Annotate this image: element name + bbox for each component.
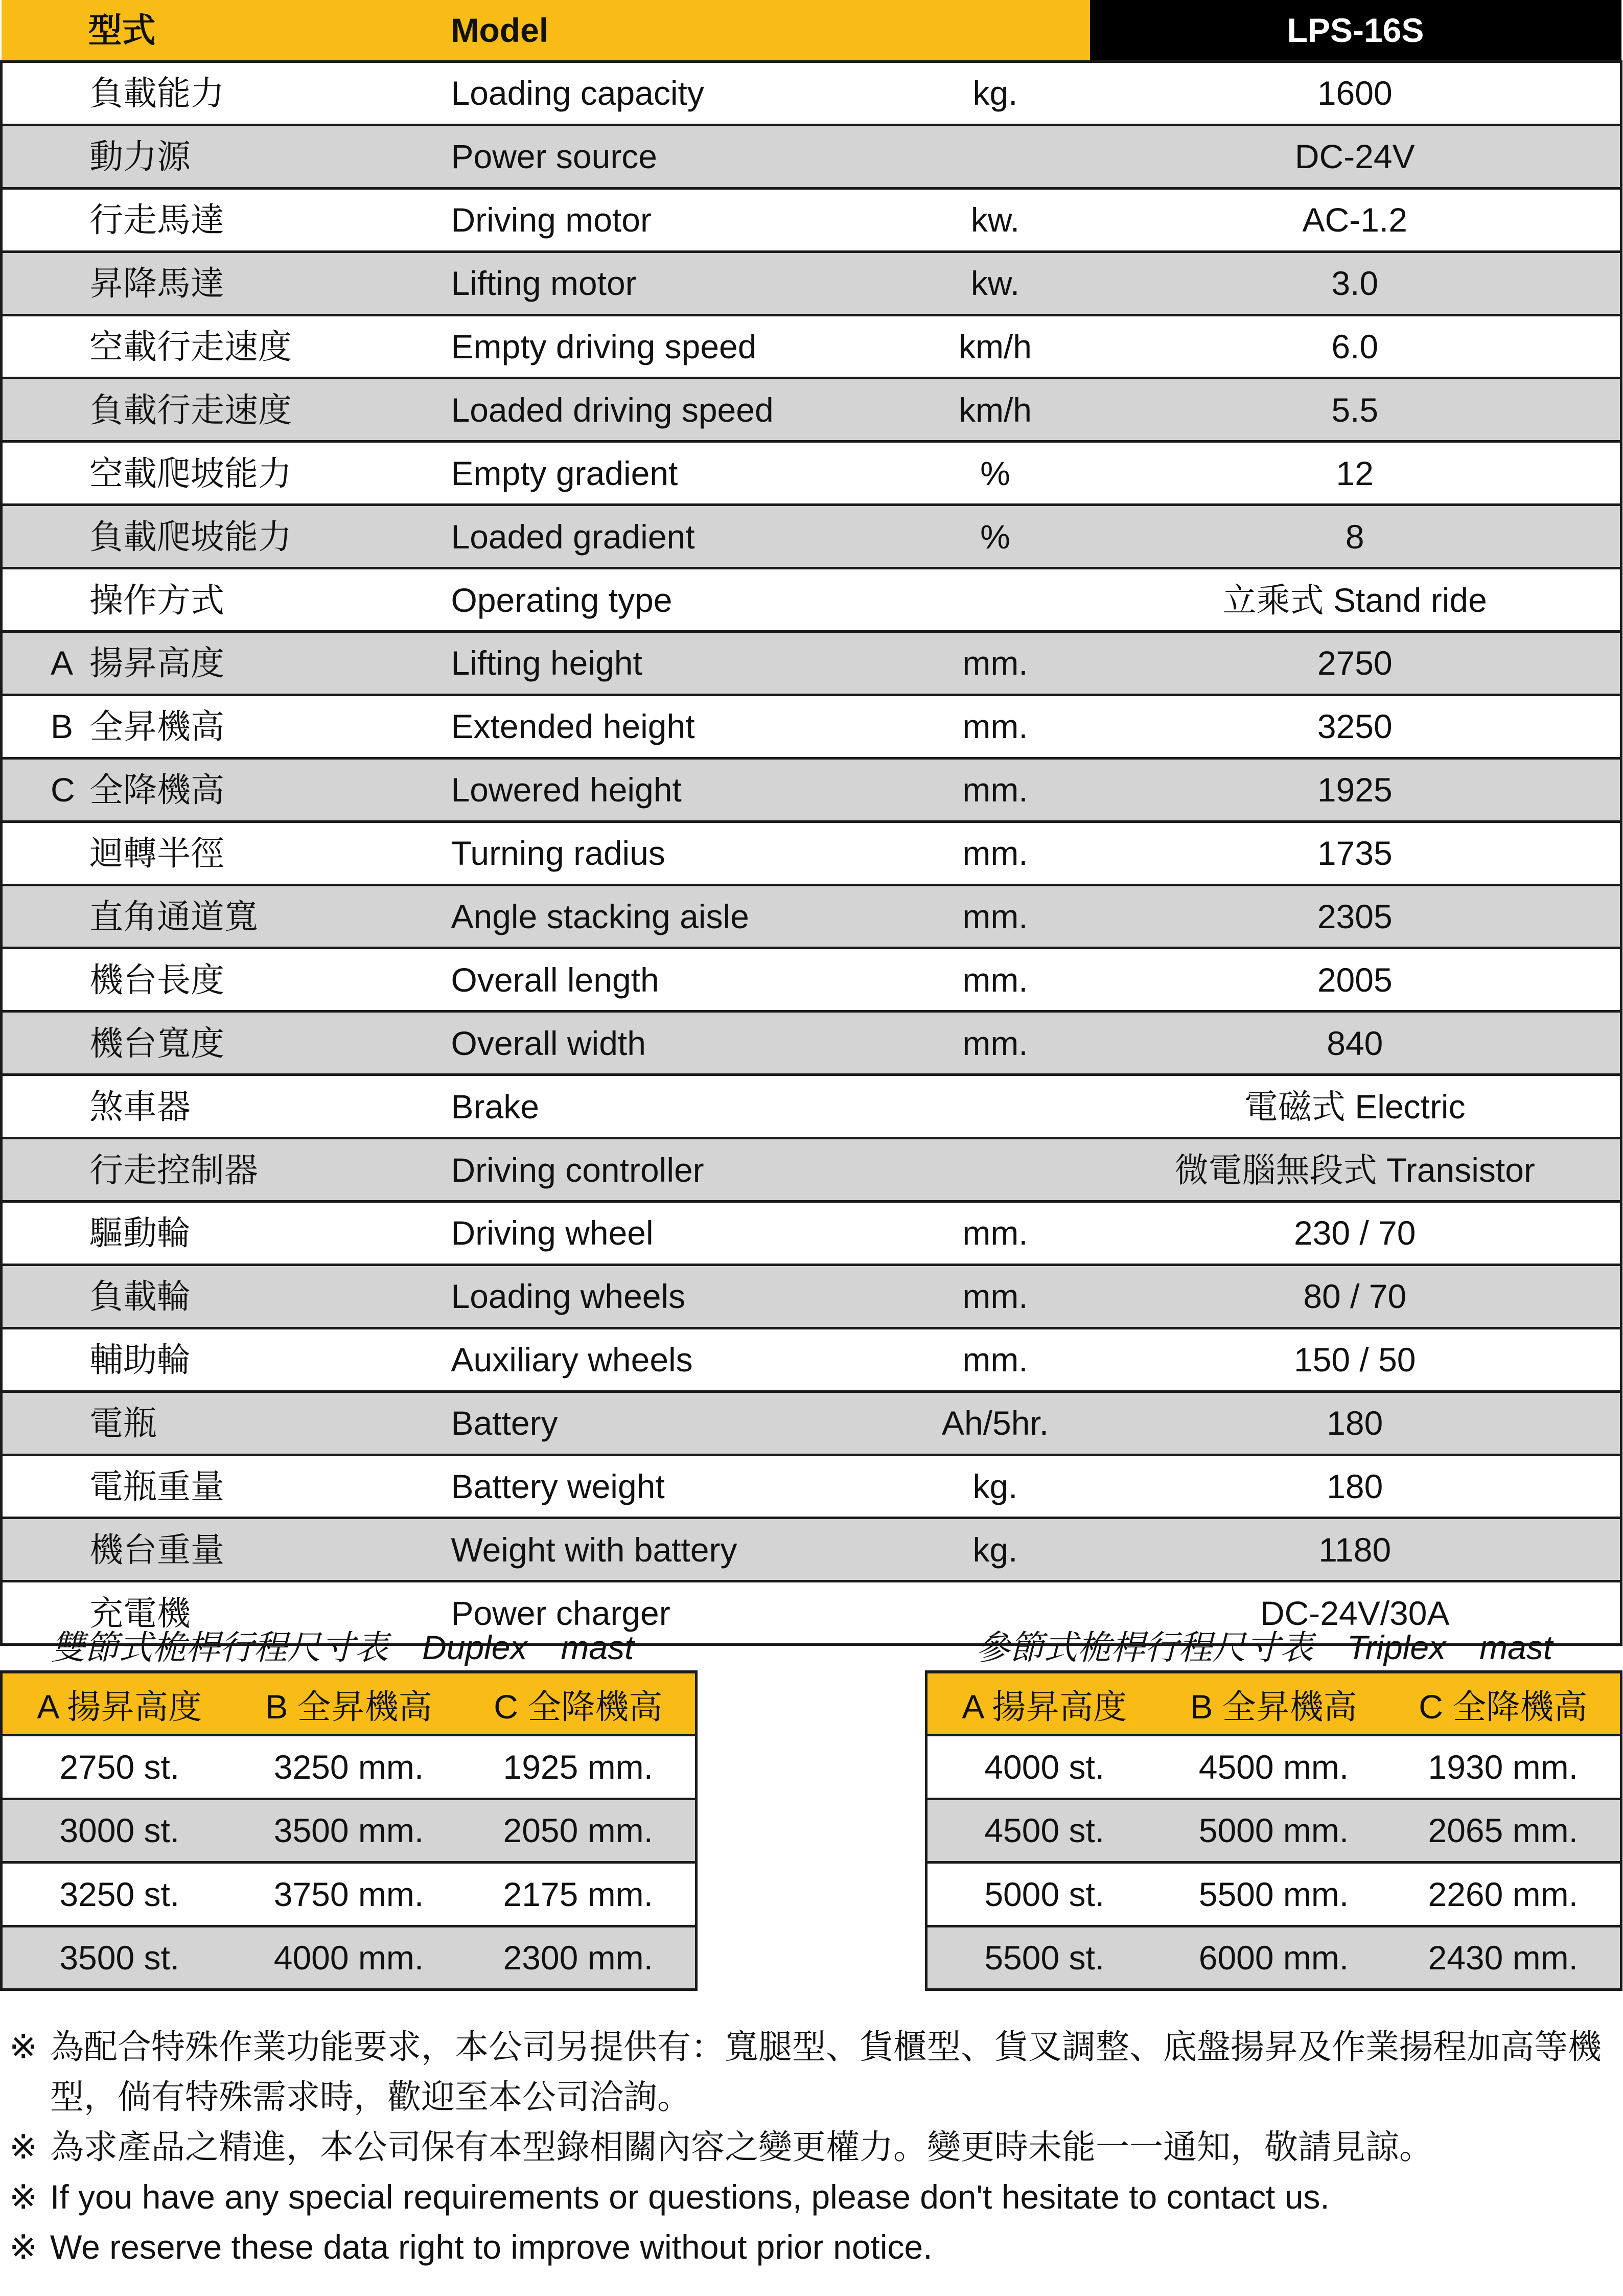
spec-label-en: Empty gradient (451, 442, 901, 505)
spec-label-zh (2, 1012, 451, 1075)
mast-cell: 2750 st. (2, 1735, 237, 1799)
spec-label-en: Extended height (451, 695, 901, 758)
mast-cell: 5000 mm. (1162, 1799, 1386, 1863)
spec-label-zh (2, 1075, 451, 1138)
note-item (9, 2122, 1619, 2172)
spec-label-zh-text: 操作方式 (89, 581, 224, 619)
mast-cell: 3500 st. (2, 1926, 237, 1990)
spec-label-en: Loading capacity (451, 62, 901, 125)
spec-label-zh (2, 1265, 451, 1328)
spec-value: 2005 (1090, 948, 1621, 1012)
spec-value: 2750 (1090, 632, 1621, 695)
spec-row (2, 62, 1621, 125)
spec-label-zh (2, 251, 451, 315)
duplex-row (2, 1799, 697, 1863)
spec-value: 1180 (1090, 1518, 1621, 1581)
spec-label-zh (2, 505, 451, 568)
model-name: LPS-16S (1090, 0, 1621, 62)
spec-label-zh-text: 電瓶重量 (89, 1467, 224, 1506)
spec-label-zh-text: 負載輪 (89, 1277, 191, 1316)
spec-label-zh (2, 1455, 451, 1518)
spec-label-zh (2, 315, 451, 378)
note-item (9, 2222, 1619, 2272)
spec-label-zh-text: 輔助輪 (89, 1341, 191, 1379)
spec-unit (901, 1138, 1090, 1202)
reference-mark: ※ (9, 2178, 38, 2216)
mast-cell: 2430 mm. (1386, 1926, 1621, 1990)
duplex-header-row (2, 1672, 697, 1735)
spec-label-zh-text: 全昇機高 (89, 707, 224, 746)
spec-label-zh-text: 空載爬坡能力 (89, 454, 292, 492)
spec-row (2, 1455, 1621, 1518)
spec-label-en: Angle stacking aisle (451, 885, 901, 948)
spec-value: 3250 (1090, 695, 1621, 758)
mast-cell: 4500 st. (926, 1799, 1162, 1863)
spec-label-zh (2, 1518, 451, 1581)
spec-label-zh-text: 直角通道寬 (89, 898, 258, 936)
note-text: 為求產品之精進，本公司保有本型錄相關內容之變更權力。變更時未能一一通知，敬請見諒。 (50, 2128, 1433, 2166)
spec-unit: mm. (901, 885, 1090, 948)
mast-cell: 4000 st. (926, 1735, 1162, 1799)
mast-header-cell: A 揚昇高度 (2, 1672, 237, 1735)
mast-header-cell: B 全昇機高 (237, 1672, 461, 1735)
spec-unit (901, 125, 1090, 188)
mast-cell: 2260 mm. (1386, 1863, 1621, 1926)
spec-row (2, 948, 1621, 1012)
spec-row (2, 758, 1621, 821)
spec-unit: mm. (901, 632, 1090, 695)
mast-cell: 6000 mm. (1162, 1926, 1386, 1990)
spec-unit: mm. (901, 821, 1090, 885)
spec-label-en: Loaded gradient (451, 505, 901, 568)
spec-unit: mm. (901, 1328, 1090, 1391)
spec-label-en: Lifting height (451, 632, 901, 695)
spec-label-zh-text: 負載能力 (89, 74, 224, 112)
spec-row (2, 1391, 1621, 1455)
spec-value: AC-1.2 (1090, 188, 1621, 251)
spec-row (2, 251, 1621, 315)
triplex-row (926, 1863, 1621, 1926)
spec-label-zh-text: 行走控制器 (89, 1151, 258, 1189)
spec-unit: kw. (901, 188, 1090, 251)
spec-row (2, 125, 1621, 188)
spec-row (2, 378, 1621, 442)
triplex-mast-table (925, 1670, 1622, 1991)
mast-cell: 2065 mm. (1386, 1799, 1621, 1863)
triplex-row (926, 1799, 1621, 1863)
spec-row (2, 1202, 1621, 1265)
mast-cell: 3000 st. (2, 1799, 237, 1863)
spec-label-zh-text: 充電機 (89, 1594, 191, 1632)
spec-value: 1925 (1090, 758, 1621, 821)
spec-label-en: Battery weight (451, 1455, 901, 1518)
spec-label-zh (2, 1391, 451, 1455)
note-item (9, 2022, 1619, 2122)
duplex-row (2, 1863, 697, 1926)
spec-row (2, 188, 1621, 251)
spec-label-zh-text: 驅動輪 (89, 1214, 191, 1252)
spec-row (2, 568, 1621, 632)
spec-label-en: Brake (451, 1075, 901, 1138)
reference-mark: ※ (9, 2128, 38, 2166)
note-text: 為配合特殊作業功能要求，本公司另提供有：寬腿型、貨櫃型、貨叉調整、底盤揚昇及作業揚程加高等機型，倘有特殊需求時，歡迎至本公司洽詢。 (50, 2028, 1602, 2116)
spec-label-en: Power source (451, 125, 901, 188)
spec-label-en: Turning radius (451, 821, 901, 885)
spec-label-en: Driving wheel (451, 1202, 901, 1265)
spec-label-en: Empty driving speed (451, 315, 901, 378)
spec-label-zh-text: 全降機高 (89, 771, 224, 809)
mast-cell: 2300 mm. (461, 1926, 697, 1990)
spec-label-zh (2, 1202, 451, 1265)
spec-unit (901, 568, 1090, 632)
mast-cell: 5500 st. (926, 1926, 1162, 1990)
spec-label-zh (2, 1328, 451, 1391)
spec-label-en: Battery (451, 1391, 901, 1455)
header-unit (901, 0, 1090, 62)
spec-row (2, 315, 1621, 378)
spec-value: 5.5 (1090, 378, 1621, 442)
mast-cell: 2175 mm. (461, 1863, 697, 1926)
duplex-row (2, 1926, 697, 1990)
mast-cell: 2050 mm. (461, 1799, 697, 1863)
spec-value: 微電腦無段式 Transistor (1090, 1138, 1621, 1202)
spec-label-zh-text: 機台寬度 (89, 1024, 224, 1062)
spec-value: DC-24V (1090, 125, 1621, 188)
spec-value: 1735 (1090, 821, 1621, 885)
spec-unit: kg. (901, 62, 1090, 125)
spec-row (2, 1265, 1621, 1328)
spec-row (2, 505, 1621, 568)
spec-label-en: Overall width (451, 1012, 901, 1075)
spec-value: 80 / 70 (1090, 1265, 1621, 1328)
triplex-row (926, 1735, 1621, 1799)
spec-value: 180 (1090, 1391, 1621, 1455)
triplex-row (926, 1926, 1621, 1990)
mast-cell: 3250 mm. (237, 1735, 461, 1799)
spec-label-en: Operating type (451, 568, 901, 632)
note-text: If you have any special requirements or questions, please don't hesitate to contact us. (50, 2178, 1330, 2216)
mast-header-cell: B 全昇機高 (1162, 1672, 1386, 1735)
spec-label-en: Weight with battery (451, 1518, 901, 1581)
mast-header-cell: C 全降機高 (461, 1672, 697, 1735)
spec-label-en: Overall length (451, 948, 901, 1012)
duplex-row (2, 1735, 697, 1799)
reference-mark: ※ (9, 2228, 38, 2266)
spec-label-zh: B 全昇機高 (2, 695, 451, 758)
spec-label-zh-text: 昇降馬達 (89, 264, 224, 303)
spec-label-zh-text: 負載行走速度 (89, 391, 292, 429)
spec-row (2, 885, 1621, 948)
spec-value: 150 / 50 (1090, 1328, 1621, 1391)
triplex-title: 參節式桅桿行程尺寸表 Triplex mast (976, 1628, 1553, 1666)
spec-label-zh: C 全降機高 (2, 758, 451, 821)
spec-label-en: Auxiliary wheels (451, 1328, 901, 1391)
spec-unit: mm. (901, 1202, 1090, 1265)
spec-unit: kg. (901, 1518, 1090, 1581)
mast-cell: 3750 mm. (237, 1863, 461, 1926)
spec-unit: mm. (901, 758, 1090, 821)
duplex-title: 雙節式桅桿行程尺寸表 Duplex mast (51, 1628, 634, 1666)
spec-value: 電磁式 Electric (1090, 1075, 1621, 1138)
spec-label-en: Driving controller (451, 1138, 901, 1202)
spec-label-zh (2, 948, 451, 1012)
mast-cell: 4500 mm. (1162, 1735, 1386, 1799)
notes (9, 2022, 1619, 2272)
spec-label-en: Power charger (451, 1581, 901, 1645)
spec-label-en: Loading wheels (451, 1265, 901, 1328)
spec-label-zh (2, 125, 451, 188)
spec-value: 12 (1090, 442, 1621, 505)
spec-label-zh-text: 煞車器 (89, 1087, 191, 1126)
triplex-header-row (926, 1672, 1621, 1735)
note-item (9, 2172, 1619, 2222)
header-en: Model (451, 0, 901, 62)
spec-label-zh-text: 電瓶 (89, 1404, 157, 1442)
spec-value: 8 (1090, 505, 1621, 568)
spec-label-zh-text: 機台重量 (89, 1530, 224, 1569)
spec-row (2, 1138, 1621, 1202)
spec-label-zh (2, 821, 451, 885)
spec-value: 230 / 70 (1090, 1202, 1621, 1265)
spec-unit: mm. (901, 1012, 1090, 1075)
duplex-mast-table (0, 1670, 698, 1991)
spec-value: 840 (1090, 1012, 1621, 1075)
mast-cell: 1930 mm. (1386, 1735, 1621, 1799)
spec-unit: mm. (901, 1265, 1090, 1328)
mast-cell: 1925 mm. (461, 1735, 697, 1799)
spec-label-en: Lifting motor (451, 251, 901, 315)
spec-unit: Ah/5hr. (901, 1391, 1090, 1455)
spec-label-zh-text: 動力源 (89, 137, 191, 176)
mast-cell: 4000 mm. (237, 1926, 461, 1990)
spec-row (2, 1518, 1621, 1581)
spec-unit: % (901, 442, 1090, 505)
mast-cell: 5500 mm. (1162, 1863, 1386, 1926)
header-zh: 型式 (2, 0, 451, 62)
spec-label-en: Driving motor (451, 188, 901, 251)
spec-label-en: Loaded driving speed (451, 378, 901, 442)
spec-value: 立乘式 Stand ride (1090, 568, 1621, 632)
spec-value: 1600 (1090, 62, 1621, 125)
mast-cell: 3250 st. (2, 1863, 237, 1926)
spec-value: DC-24V/30A (1090, 1581, 1621, 1645)
spec-label-en: Lowered height (451, 758, 901, 821)
spec-label-zh-text: 空載行走速度 (89, 328, 292, 365)
mast-header-cell: A 揚昇高度 (926, 1672, 1162, 1735)
note-text: We reserve these data right to improve without prior notice. (50, 2228, 933, 2266)
mast-header-cell: C 全降機高 (1386, 1672, 1621, 1735)
spec-unit: kw. (901, 251, 1090, 315)
spec-label-zh-text: 揚昇高度 (89, 644, 224, 682)
spec-label-zh (2, 442, 451, 505)
spec-label-zh (2, 568, 451, 632)
spec-label-zh-text: 負載爬坡能力 (89, 517, 292, 556)
spec-label-zh (2, 378, 451, 442)
spec-unit: km/h (901, 378, 1090, 442)
mast-cell: 5000 st. (926, 1863, 1162, 1926)
spec-row (2, 1012, 1621, 1075)
spec-row (2, 695, 1621, 758)
spec-header-row (2, 0, 1621, 62)
spec-value: 6.0 (1090, 315, 1621, 378)
spec-unit: mm. (901, 948, 1090, 1012)
mast-cell: 3500 mm. (237, 1799, 461, 1863)
spec-value: 180 (1090, 1455, 1621, 1518)
spec-row (2, 1075, 1621, 1138)
spec-label-zh (2, 885, 451, 948)
spec-row (2, 821, 1621, 885)
reference-mark: ※ (9, 2028, 38, 2065)
spec-label-zh-text: 機台長度 (89, 960, 224, 999)
spec-unit: mm. (901, 695, 1090, 758)
spec-label-zh-text: 迴轉半徑 (89, 834, 224, 873)
spec-label-zh: A 揚昇高度 (2, 632, 451, 695)
spec-label-zh (2, 188, 451, 251)
spec-value: 2305 (1090, 885, 1621, 948)
spec-unit: km/h (901, 315, 1090, 378)
spec-row (2, 632, 1621, 695)
spec-label-zh (2, 1138, 451, 1202)
spec-label-zh (2, 62, 451, 125)
spec-row (2, 1328, 1621, 1391)
spec-label-zh-text: 行走馬達 (89, 201, 224, 239)
spec-unit: kg. (901, 1455, 1090, 1518)
spec-value: 3.0 (1090, 251, 1621, 315)
spec-unit: % (901, 505, 1090, 568)
spec-row (2, 442, 1621, 505)
spec-unit (901, 1075, 1090, 1138)
